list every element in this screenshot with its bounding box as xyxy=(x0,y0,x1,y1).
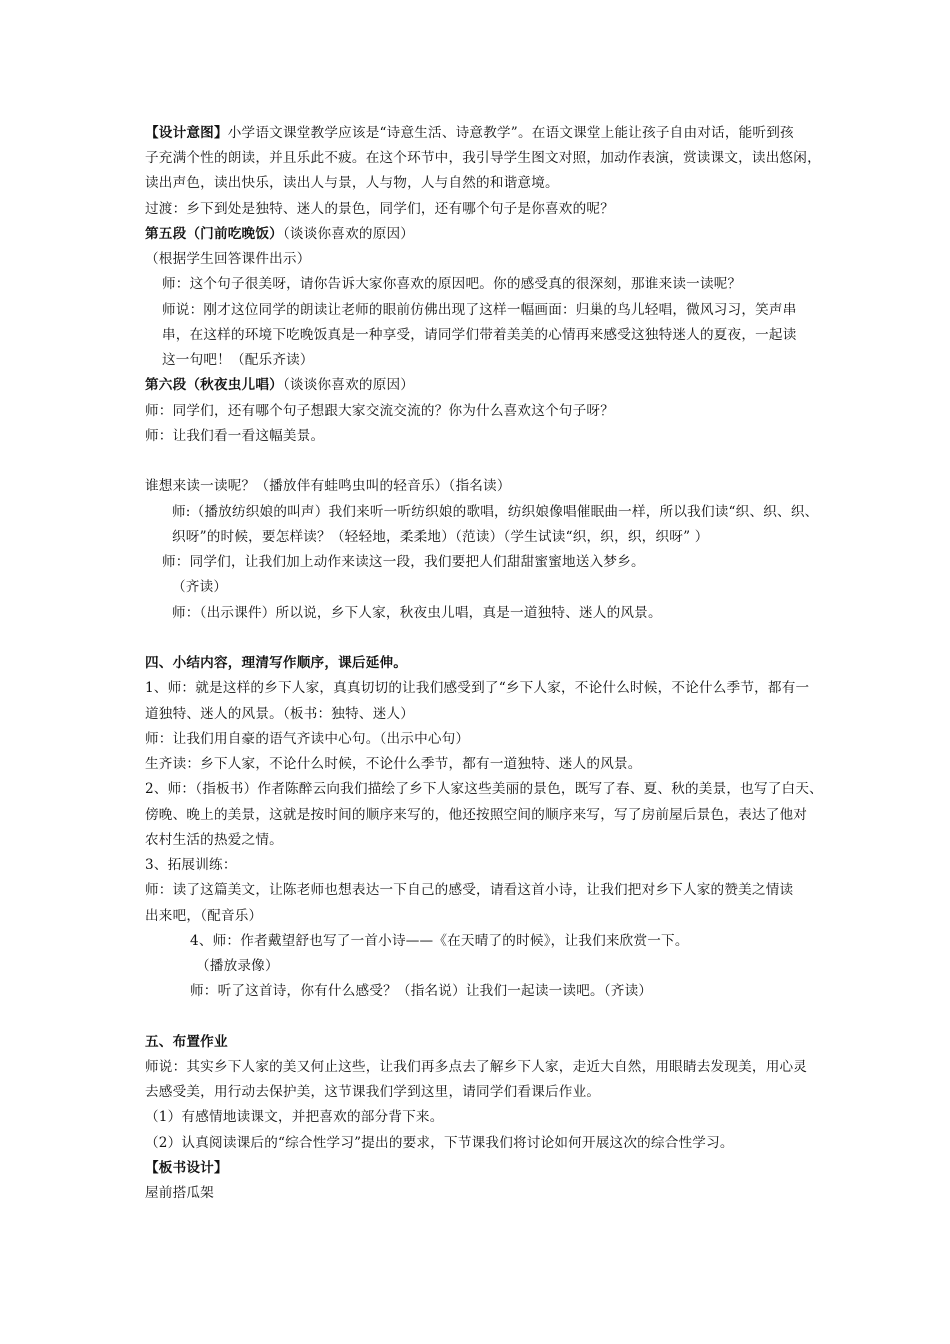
para6-teacher-1: 师：同学们，还有哪个句子想跟大家交流交流的？你为什么喜欢这个句子呀？ xyxy=(145,403,614,419)
section4-p5: 3、拓展训练： xyxy=(145,857,237,873)
section5-heading: 五、布置作业 xyxy=(145,1034,228,1050)
para6-teacher-7: 师：（出示课件）所以说，乡下人家，秋夜虫儿唱，真是一道独特、迷人的风景。 xyxy=(172,605,662,621)
para5-teacher-2-line-2: 串，在这样的环境下吃晚饭真是一种享受，请同学们带着美美的心情再来感受这独特迷人的夏夜，一起读 xyxy=(162,327,797,343)
homework-item-1: （1）有感情地读课文，并把喜欢的部分背下来。 xyxy=(145,1109,444,1125)
homework-item-2: （2）认真阅读课后的“综合性学习”提出的要求，下节课我们将讨论如何开展这次的综合性学习。 xyxy=(145,1135,734,1151)
section4-p4-line-3: 农村生活的热爱之情。 xyxy=(145,832,283,848)
para5-note: （根据学生回答课件出示） xyxy=(145,251,311,267)
para6-teacher-4-line-1: 师:（播放纺织娘的叫声）我们来听一听纺织娘的歌唱，纺织娘像唱催眠曲一样，所以我们读“织、织、织、 xyxy=(172,504,819,520)
section4-p2: 师：让我们用自豪的语气齐读中心句。（出示中心句） xyxy=(145,731,470,747)
board-title: 屋前搭瓜架 xyxy=(145,1185,214,1201)
section4-p7: 4、师：作者戴望舒也写了一首小诗——《在天晴了的时候》，让我们来欣赏一下。 xyxy=(190,933,689,949)
section4-p4-line-1: 2、师：（指板书）作者陈醉云向我们描绘了乡下人家这些美丽的景色，既写了春、夏、秋的美景，也写了白天、 xyxy=(145,781,823,797)
section5-p1-line-1: 师说：其实乡下人家的美又何止这些，让我们再多点去了解乡下人家，走近大自然，用眼睛去发现美，用心灵 xyxy=(145,1059,808,1075)
section4-p1-line-2: 道独特、迷人的风景。（板书：独特、迷人） xyxy=(145,706,415,722)
para5-teacher-2-line-1: 师说：刚才这位同学的朗读让老师的眼前仿佛出现了这样一幅画面：归巢的鸟儿轻唱，微风习习，笑声串 xyxy=(162,302,797,318)
design-intent-line-1: 【设计意图】小学语文课堂教学应该是“诗意生活、诗意教学”。在语文课堂上能让孩子自由对话，能听到孩 xyxy=(145,125,794,141)
para5-heading: 第五段（门前吃晚饭）（谈谈你喜欢的原因） xyxy=(145,226,415,242)
section4-heading: 四、小结内容，理清写作顺序，课后延伸。 xyxy=(145,655,408,671)
section4-p4-line-2: 傍晚、晚上的美景，这就是按时间的顺序来写的，他还按照空间的顺序来写，写了房前屋后景色，表达了他对 xyxy=(145,807,808,823)
section4-p8: （播放录像） xyxy=(196,958,279,974)
para6-teacher-5: 师：同学们，让我们加上动作来读这一段，我们要把人们甜甜蜜蜜地送入梦乡。 xyxy=(162,554,645,570)
transition-line: 过渡：乡下到处是独特、迷人的景色，同学们，还有哪个句子是你喜欢的呢？ xyxy=(145,201,614,217)
para5-teacher-2-line-3: 这一句吧！（配乐齐读） xyxy=(162,352,314,368)
design-intent-line-2: 子充满个性的朗读，并且乐此不疲。在这个环节中，我引导学生图文对照，加动作表演，赏读课文，读出悠闲， xyxy=(145,150,821,166)
section4-p3: 生齐读：乡下人家，不论什么时候，不论什么季节，都有一道独特、迷人的风景。 xyxy=(145,756,642,772)
para6-unison-reading: （齐读） xyxy=(172,579,228,595)
section5-p1-line-2: 去感受美，用行动去保护美，这节课我们学到这里，请同学们看课后作业。 xyxy=(145,1084,601,1100)
section4-p9: 师：听了这首诗，你有什么感受？（指名说）让我们一起读一读吧。（齐读） xyxy=(190,983,653,999)
para6-reading-prompt: 谁想来读一读呢？（播放伴有蛙鸣虫叫的轻音乐）（指名读） xyxy=(145,478,511,494)
para6-teacher-2: 师：让我们看一看这幅美景。 xyxy=(145,428,325,444)
para6-heading: 第六段（秋夜虫儿唱）（谈谈你喜欢的原因） xyxy=(145,377,415,393)
section4-p6-line-2: 出来吧，（配音乐） xyxy=(145,908,263,924)
para6-teacher-4-line-2: 织呀”的时候，要怎样读？（轻轻地，柔柔地）（范读）（学生试读“织，织，织，织呀” ） xyxy=(172,529,709,545)
section4-p6-line-1: 师：读了这篇美文，让陈老师也想表达一下自己的感受，请看这首小诗，让我们把对乡下人家的赞美之情读 xyxy=(145,882,794,898)
design-intent-label: 【设计意图】 xyxy=(145,125,228,141)
para5-teacher-1: 师：这个句子很美呀，请你告诉大家你喜欢的原因吧。你的感受真的很深刻，那谁来读一读呢？ xyxy=(162,276,742,292)
board-heading: 【板书设计】 xyxy=(145,1160,228,1176)
design-intent-line-3: 读出声色，读出快乐，读出人与景，人与物，人与自然的和谐意境。 xyxy=(145,175,559,191)
section4-p1-line-1: 1、师：就是这样的乡下人家，真真切切的让我们感受到了“乡下人家，不论什么时候，不论什么季节，都有一 xyxy=(145,680,810,696)
